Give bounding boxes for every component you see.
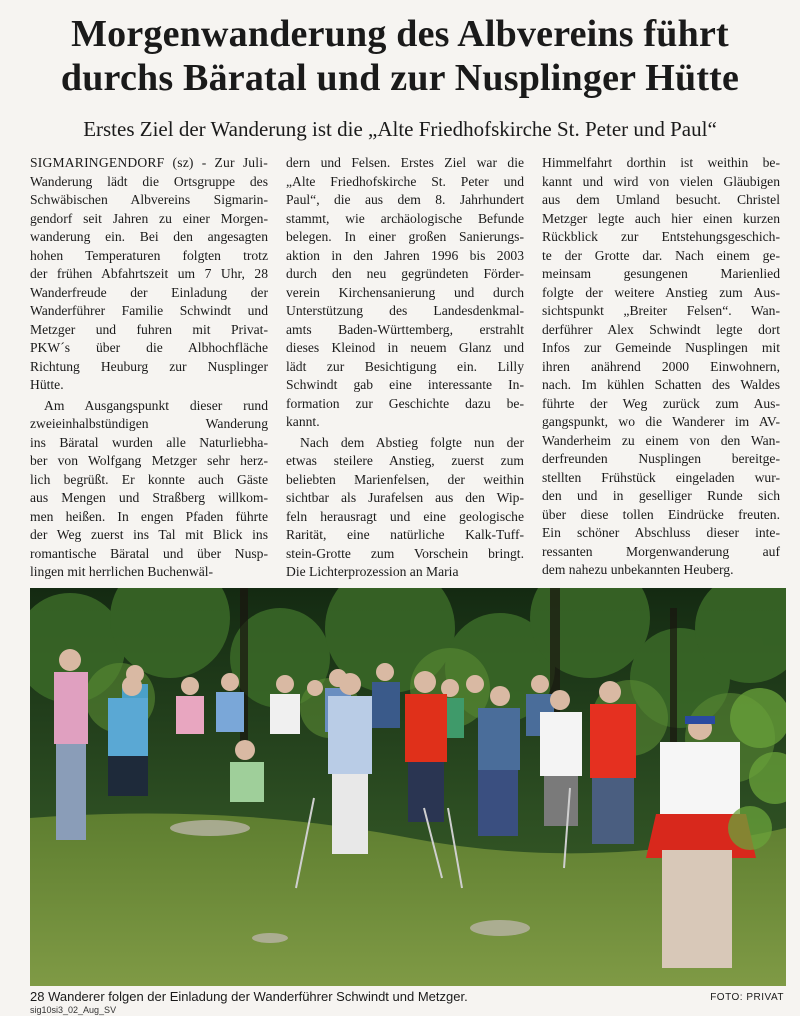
article-text-line: derführer Alex Schwindt legte dort <box>542 321 780 337</box>
group-photo-illustration <box>30 588 786 986</box>
article-text-line: sichtbar als Jurafelsen aus den Wip- <box>286 490 524 505</box>
article-text-line: „Alte Friedhofskirche St. Peter und <box>286 173 524 189</box>
article-text-line: stammt, wie archäologische Befunde <box>286 210 524 226</box>
article-text-line: lädt zur Besichtigung ein. Lilly <box>286 358 524 374</box>
article-text-line: amts Baden-Württemberg, erstrahlt <box>286 321 524 337</box>
article-text-line: feln herausragt und eine geologische <box>286 508 524 524</box>
article-text-line: nach. Im kühlen Schatten des Waldes <box>542 377 780 392</box>
article-column-1 <box>30 154 268 582</box>
article-text-line: dem nahezu unbekannten Heuberg. <box>542 562 734 577</box>
article-text-line: wanderung ein. Bei den angesagten <box>30 229 268 244</box>
article-text-line: Richtung Heuburg zur Nusplinger <box>30 358 268 374</box>
article-text-line: führte der Weg zurück zum Aus- <box>542 395 780 411</box>
article-text-line: Infos zur Gemeinde Nusplingen mit <box>542 340 780 355</box>
article-text-line: der Weg zuerst ins Tal mit Blick ins <box>30 527 268 542</box>
article-text-line: Die Lichterprozession an Maria <box>286 564 459 579</box>
article-text-line: stein-Grotte zum Vorschein bringt. <box>286 545 524 561</box>
article-body <box>30 154 786 579</box>
article-text-line: aus dem Umland besucht. Christel <box>542 192 780 207</box>
article-text-line: meinsam gesungenen Marienlied <box>542 266 780 281</box>
article-text-line: SIGMARINGENDORF (sz) - Zur Juli- <box>30 155 268 170</box>
article-text-line: hohen Temperaturen folgten trotz <box>30 247 268 263</box>
article-text-line: Nach dem Abstieg folgte nun der <box>300 434 524 450</box>
article-text-line: ressanten Morgenwanderung auf <box>542 543 780 559</box>
headline <box>0 12 800 100</box>
subheadline: Erstes Ziel der Wanderung ist die „Alte Friedhofskirche St. Peter und Paul“ <box>83 117 717 141</box>
article-text-line: ber von Wolfgang Metzger sehr herz- <box>30 453 268 468</box>
article-text-line: aktion in den Jahren 1996 bis 2003 <box>286 247 524 263</box>
article-text-line: Hütte. <box>30 377 64 392</box>
article-text-line: Wanderheim zu einem von den Wan- <box>542 432 780 448</box>
article-text-line: Metzger und fuhren mit Privat- <box>30 321 268 337</box>
article-text-line: über diese tollen Eindrücke freuten. <box>542 506 780 522</box>
article-text-line: belegen. In einer großen Sanierungs- <box>286 229 524 244</box>
article-text-line: Wanderführer Familie Schwindt und <box>30 303 268 318</box>
article-text-line: Am Ausgangspunkt dieser rund <box>44 397 268 413</box>
headline-line-2: durchs Bäratal und zur Nusplinger Hütte <box>60 57 740 99</box>
article-text-line: formation zur Geschichte dazu be- <box>286 395 524 411</box>
article-text-line: derfreunden Nusplingen bereitge- <box>542 451 780 466</box>
article-column-3 <box>542 154 780 580</box>
article-column-2 <box>286 154 524 582</box>
article-text-line: dern und Felsen. Erstes Ziel war die <box>286 155 524 170</box>
article-text-line: folgte der weitere Anstieg zum Aus- <box>542 284 780 300</box>
article-text-line: beliebten Marienfelsen, der weithin <box>286 471 524 487</box>
photo-caption: 28 Wanderer folgen der Einladung der Wanderführer Schwindt und Metzger. <box>30 989 468 1004</box>
article-text-line: etwas steilere Anstieg, zuerst zum <box>286 453 524 468</box>
article-text-line: gendorf seit Jahren zu einer Morgen- <box>30 210 268 226</box>
group-photo <box>30 588 786 986</box>
article-text-line: Rückblick zur Entstehungsgeschich- <box>542 229 780 244</box>
article-text-line: kannt. <box>286 414 320 429</box>
article-text-line: lich begrüßt. Er konnte auch Gäste <box>30 471 268 487</box>
article-text-line: sichtspunkt „Breiter Felsen“. Wan- <box>542 303 780 318</box>
article-text-line: verein Kirchensanierung und durch <box>286 284 524 300</box>
article-text-line: ins Bäratal wurden alle Naturliebha- <box>30 434 268 450</box>
article-text-line: Paul“, die aus dem 8. Jahrhundert <box>286 192 524 207</box>
article-text-line: kannt und wird von vielen Gläubigen <box>542 173 780 189</box>
article-text-line: Ein schöner Abschluss dieser inte- <box>542 525 780 540</box>
article-text-line: Metzger legte auch hier einen kurzen <box>542 210 780 226</box>
article-text-line: der frühen Abfahrtszeit um 7 Uhr, 28 <box>30 266 268 281</box>
article-text-line: Wanderfreude der Einladung der <box>30 284 268 300</box>
article-text-line: Rarität, eine natürliche Kalk-Tuff- <box>286 527 524 542</box>
article-text-line: Unterstützung des Landesdenkmal- <box>286 303 524 318</box>
article-text-line: Schwindt gab eine interessante In- <box>286 377 524 392</box>
article-text-line: den und in geselliger Runde sich <box>542 488 780 503</box>
article-text-line: Wanderung lädt die Ortsgruppe des <box>30 173 268 189</box>
page-code: sig10si3_02_Aug_SV <box>30 1005 117 1015</box>
photo-credit: FOTO: PRIVAT <box>710 992 784 1003</box>
article-text-line: gangspunkt, wo die Wanderer im AV- <box>542 414 780 429</box>
article-text-line: stellten Frühstück eingeladen wur- <box>542 469 780 485</box>
article-text-line: men heißen. In engen Pfaden führte <box>30 508 268 524</box>
article-text-line: te der Grotte dar. Nach einem ge- <box>542 247 780 263</box>
article-text-line: lingen mit herrlichen Buchenwäl- <box>30 564 214 579</box>
article-text-line: romantische Bäratal und über Nusp- <box>30 545 268 561</box>
article-text-line: aus Mengen und Straßberg willkom- <box>30 490 268 505</box>
article-text-line: durch den neu gegründeten Förder- <box>286 266 524 281</box>
article-text-line: Schwäbischen Albvereins Sigmarin- <box>30 192 268 207</box>
article-text-line: zweieinhalbstündigen Wanderung <box>30 416 268 431</box>
article-text-line: Himmelfahrt dorthin ist weithin be- <box>542 155 780 170</box>
article-text-line: ihren anährend 2000 Einwohnern, <box>542 358 780 374</box>
article-text-line: PKW´s über die Albhochfläche <box>30 340 268 355</box>
article-text-line: dieses Kleinod in neuem Glanz und <box>286 340 524 355</box>
headline-line-1: Morgenwanderung des Albvereins führt <box>71 13 729 55</box>
